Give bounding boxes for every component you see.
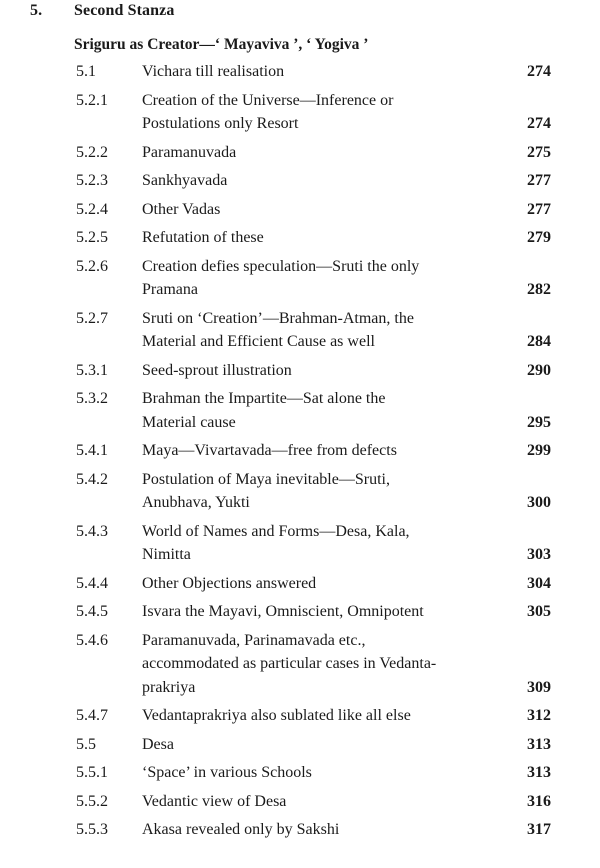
section-number: 5.4.3: [76, 522, 108, 540]
entry-title: [142, 255, 512, 302]
page-number: 300: [527, 494, 551, 511]
entry-title: [142, 439, 512, 463]
entry-title-line: Postulation of Maya inevitable—Sruti,: [142, 470, 390, 488]
page-number: 299: [527, 442, 551, 459]
entry-title-line: Vedantic view of Desa: [142, 792, 287, 810]
entry-title-line: Akasa revealed only by Sakshi: [142, 821, 340, 838]
entry-title-line: ‘Space’ in various Schools: [142, 764, 312, 781]
page-number: 290: [527, 361, 551, 379]
entry-title-line: Desa: [142, 735, 174, 753]
page-number: 316: [527, 792, 551, 810]
chapter-heading: [30, 2, 174, 20]
entry-title-line: Brahman the Impartite—Sat alone the: [142, 390, 386, 407]
entry-title-line: Paramanuvada, Parinamavada etc.,: [142, 631, 366, 649]
section-subtitle: Sriguru as Creator—‘ Mayaviva ’, ‘ Yogiva ’: [74, 36, 369, 53]
page-number: 309: [527, 678, 551, 696]
chapter-number: 5.: [30, 2, 43, 19]
entry-title-line: Refutation of these: [142, 229, 264, 246]
entry-title: [142, 359, 512, 383]
entry-title-line: Other Vadas: [142, 200, 221, 218]
section-number: 5.4.5: [76, 603, 108, 620]
section-number: 5.2.4: [76, 200, 108, 218]
entry-title: [142, 198, 512, 222]
entry-title: [142, 790, 512, 814]
section-number: 5.5.1: [76, 764, 108, 781]
page-number: 313: [527, 764, 551, 781]
entry-title-line: Vichara till realisation: [142, 63, 285, 80]
section-number: 5.4.6: [76, 631, 108, 649]
section-number: 5.2.2: [76, 143, 108, 161]
entry-title: [142, 226, 512, 250]
section-number: 5.5: [76, 735, 96, 753]
entry-title-line: prakriya: [142, 678, 196, 696]
entry-title-line: accommodated as particular cases in Vedanta-: [142, 655, 437, 672]
page-number: 282: [527, 281, 551, 298]
entry-title-line: Postulations only Resort: [142, 115, 299, 132]
page-number: 304: [527, 574, 551, 592]
entry-title: [142, 629, 512, 700]
entry-title: [142, 761, 512, 785]
entry-title-line: Maya—Vivartavada—free from defects: [142, 442, 397, 459]
page-number: 313: [527, 735, 551, 753]
entry-title-line: Material cause: [142, 413, 236, 431]
page-number: 305: [527, 603, 551, 620]
section-number: 5.3.1: [76, 361, 108, 379]
page-number: 279: [527, 229, 551, 246]
page-number: 284: [527, 333, 551, 350]
entry-title-line: Sankhyavada: [142, 172, 228, 189]
page-number: 317: [527, 821, 551, 838]
entry-title: [142, 169, 512, 193]
entry-title-line: Vedantaprakriya also sublated like all else: [142, 707, 411, 724]
entry-title: [142, 387, 512, 434]
page-number: 295: [527, 413, 551, 431]
section-number: 5.4.1: [76, 442, 108, 459]
section-number: 5.2.1: [76, 91, 108, 109]
entry-title: [142, 307, 512, 354]
section-number: 5.5.2: [76, 792, 108, 810]
section-number: 5.1: [76, 63, 96, 80]
section-number: 5.4.7: [76, 707, 108, 724]
entry-title-line: Material and Efficient Cause as well: [142, 333, 375, 350]
section-number: 5.4.2: [76, 470, 108, 488]
section-number: 5.3.2: [76, 390, 108, 407]
section-number: 5.2.6: [76, 257, 108, 275]
entry-title: [142, 572, 512, 596]
page-number: 312: [527, 707, 551, 724]
entry-title-line: Nimitta: [142, 546, 191, 563]
entry-title-line: World of Names and Forms—Desa, Kala,: [142, 522, 410, 540]
page-number: 277: [527, 200, 551, 218]
entry-title-line: Sruti on ‘Creation’—Brahman-Atman, the: [142, 309, 414, 327]
section-number: 5.2.3: [76, 172, 108, 189]
entry-title: [142, 704, 512, 728]
section-number: 5.5.3: [76, 821, 108, 838]
entry-title-line: Pramana: [142, 281, 198, 298]
entry-title: [142, 60, 512, 84]
entry-title: [142, 468, 512, 515]
entry-title-line: Isvara the Mayavi, Omniscient, Omnipotent: [142, 603, 424, 620]
page-number: 277: [527, 172, 551, 189]
page-number: 275: [527, 143, 551, 161]
entry-title: [142, 89, 512, 136]
entry-title: [142, 733, 512, 757]
entry-title: [142, 818, 512, 842]
section-number: 5.4.4: [76, 574, 108, 592]
page-number: 274: [527, 63, 551, 80]
page-number: 303: [527, 546, 551, 563]
entry-title-line: Seed-sprout illustration: [142, 361, 292, 379]
entry-title: [142, 600, 512, 624]
section-number: 5.2.7: [76, 309, 108, 327]
entry-title-line: Paramanuvada: [142, 143, 237, 161]
entry-title-line: Anubhava, Yukti: [142, 494, 250, 511]
entry-title-line: Creation defies speculation—Sruti the only: [142, 257, 420, 275]
entry-title-line: Creation of the Universe—Inference or: [142, 91, 394, 109]
page-number: 274: [527, 115, 551, 132]
section-number: 5.2.5: [76, 229, 108, 246]
chapter-title: Second Stanza: [74, 2, 175, 19]
entry-title: [142, 520, 512, 567]
entry-title: [142, 141, 512, 165]
entry-title-line: Other Objections answered: [142, 574, 317, 592]
